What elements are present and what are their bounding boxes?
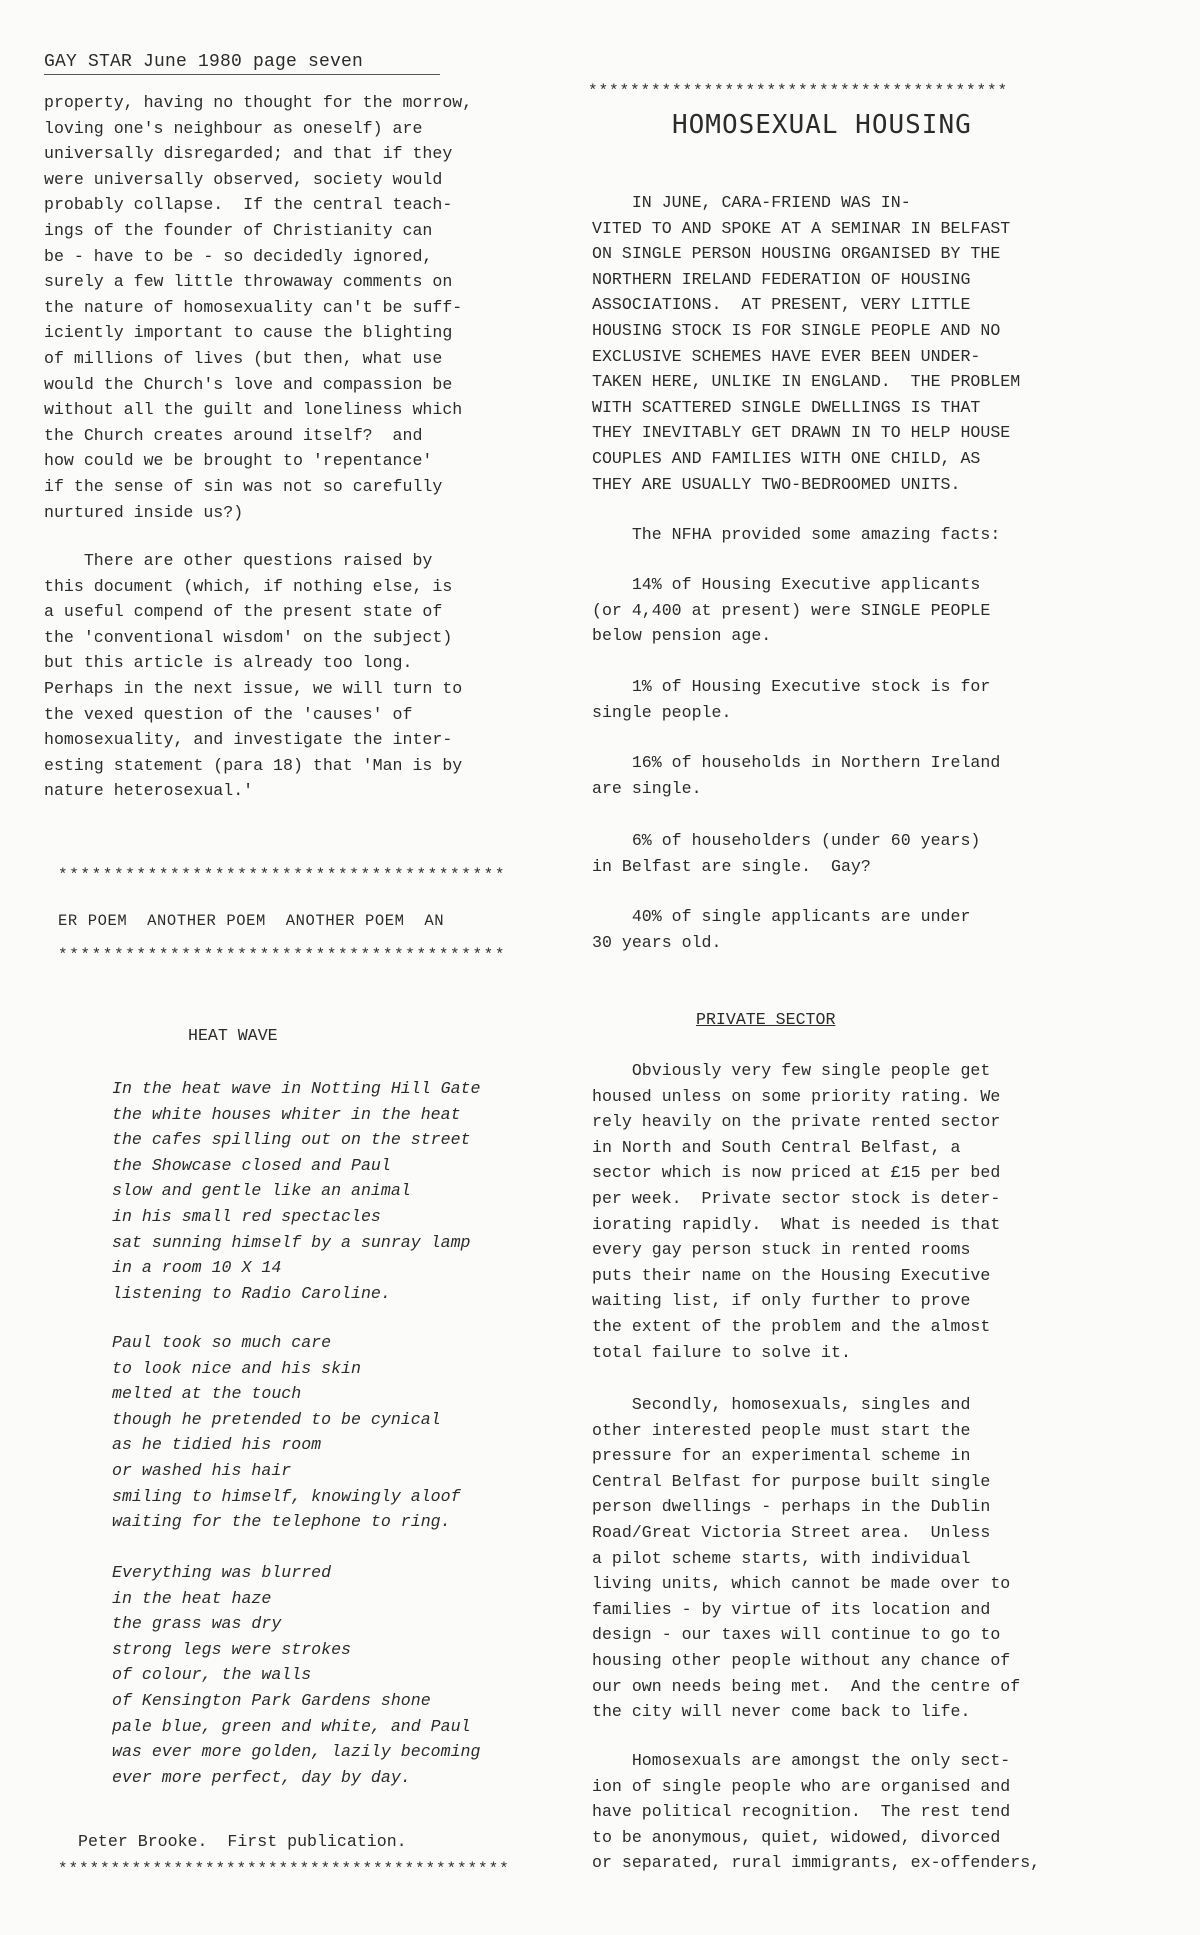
page-header: GAY STAR June 1980 page seven	[44, 52, 364, 72]
housing-intro: IN JUNE, CARA-FRIEND WAS IN- VITED TO AND SPOKE AT A SEMINAR IN BELFAST ON SINGLE PERSON HOUSING ORGANISED BY THE NORTHERN IRELAND FEDERATION OF HOUSING ASSOCIATIONS. AT PRESENT, VERY LITTLE HOUSING STOCK IS FOR SINGLE PEOPLE AND NO EXCLUSIVE SCHEMES HAVE EVER BEEN UNDER- TAKEN HERE, UNLIKE IN ENGLAND. THE PROBLEM WITH SCATTERED SINGLE DWELLINGS IS THAT THEY INEVITABLY GET DRAWN IN TO HELP HOUSE COUPLES AND FAMILIES WITH ONE CHILD, AS THEY ARE USUALLY TWO-BEDROOMED UNITS.	[592, 193, 1021, 494]
housing-fact-4: 6% of householders (under 60 years) in Belfast are single. Gay?	[592, 831, 981, 876]
housing-fact-1: 14% of Housing Executive applicants (or 4,400 at present) were SINGLE PEOPLE below pension age.	[592, 575, 991, 646]
header-underline	[44, 74, 440, 75]
poem-stanza-3: Everything was blurred in the heat haze the grass was dry strong legs were strokes of colour, the walls of Kensington Park Gardens shone pale blue, green and white, and Paul was ever more golden, lazily becoming ever more perfect, day by day.	[112, 1563, 481, 1787]
left-article-closing: There are other questions raised by this document (which, if nothing else, is a useful compend of the present state of the 'conventional wisdom' on the subject) but this article is already too long. Perhaps in the next issue, we will turn to the vexed question of the 'causes' of homosexuality, and investigate the inter- esting statement (para 18) that 'Man is by nature heterosexual.'	[44, 551, 463, 801]
private-sector-para-3: Homosexuals are amongst the only sect- ion of single people who are organised and have political recognition. The rest tend to be anonymous, quiet, widowed, divorced or separated, rural immigrants, ex-offenders,	[592, 1751, 1041, 1873]
poem-title: HEAT WAVE	[188, 1026, 278, 1045]
poem-credit: Peter Brooke. First publication.	[78, 1832, 407, 1851]
housing-fact-2: 1% of Housing Executive stock is for single people.	[592, 677, 991, 722]
left-article-continuation: property, having no thought for the morrow, loving one's neighbour as oneself) are universally disregarded; and that if they were universally observed, society would probably collapse. If the central teach- ings of the founder of Christianity can be - have to be - so decidedly ignored, surely a few little throwaway comments on the nature of homosexuality can't be suff- iciently important to cause the blighting of millions of lives (but then, what use would the Church's love and compassion be without all the guilt and loneliness which the Church creates around itself? and how could we be brought to 'repentance' if the sense of sin was not so carefully nurtured inside us?)	[44, 93, 473, 522]
poem-banner: ER POEM ANOTHER POEM ANOTHER POEM AN	[58, 912, 445, 930]
housing-title: HOMOSEXUAL HOUSING	[672, 110, 972, 140]
housing-facts-intro: The NFHA provided some amazing facts:	[592, 525, 1001, 544]
housing-fact-5: 40% of single applicants are under 30 years old.	[592, 907, 971, 952]
private-sector-para-2: Secondly, homosexuals, singles and other interested people must start the pressure for an experimental scheme in Central Belfast for purpose built single person dwellings - perhaps in the Dublin Road/Great Victoria Street area. Unless a pilot scheme starts, with individual living units, which cannot be made over to families - by virtue of its location and design - our taxes will continue to go to housing other people without any chance of our own needs being met. And the centre of the city will never come back to life.	[592, 1395, 1021, 1722]
poem-stars-top: ****************************************	[58, 866, 507, 884]
private-sector-para-1: Obviously very few single people get housed unless on some priority rating. We rely heavily on the private rented sector in North and South Central Belfast, a sector which is now priced at £15 per bed per week. Private sector stock is deter- iorating rapidly. What is needed is that every gay person stuck in rented rooms puts their name on the Housing Executive waiting list, if only further to prove the extent of the problem and the almost total failure to solve it.	[592, 1061, 1001, 1362]
poem-stanza-2: Paul took so much care to look nice and his skin melted at the touch though he pretended to be cynical as he tidied his room or washed his hair smiling to himself, knowingly aloof waiting for the telephone to ring.	[112, 1333, 461, 1532]
poem-stars-end: *******************************************	[58, 1860, 510, 1878]
private-sector-heading: PRIVATE SECTOR	[696, 1010, 836, 1029]
poem-stars-bottom: ****************************************	[58, 946, 507, 964]
housing-stars-top: ****************************************	[588, 82, 1009, 100]
housing-fact-3: 16% of households in Northern Ireland are single.	[592, 753, 1001, 798]
poem-stanza-1: In the heat wave in Notting Hill Gate the white houses whiter in the heat the cafes spilling out on the street the Showcase closed and Paul slow and gentle like an animal in his small red spectacles sat sunning himself by a sunray lamp in a room 10 X 14 listening to Radio Caroline.	[112, 1079, 481, 1303]
